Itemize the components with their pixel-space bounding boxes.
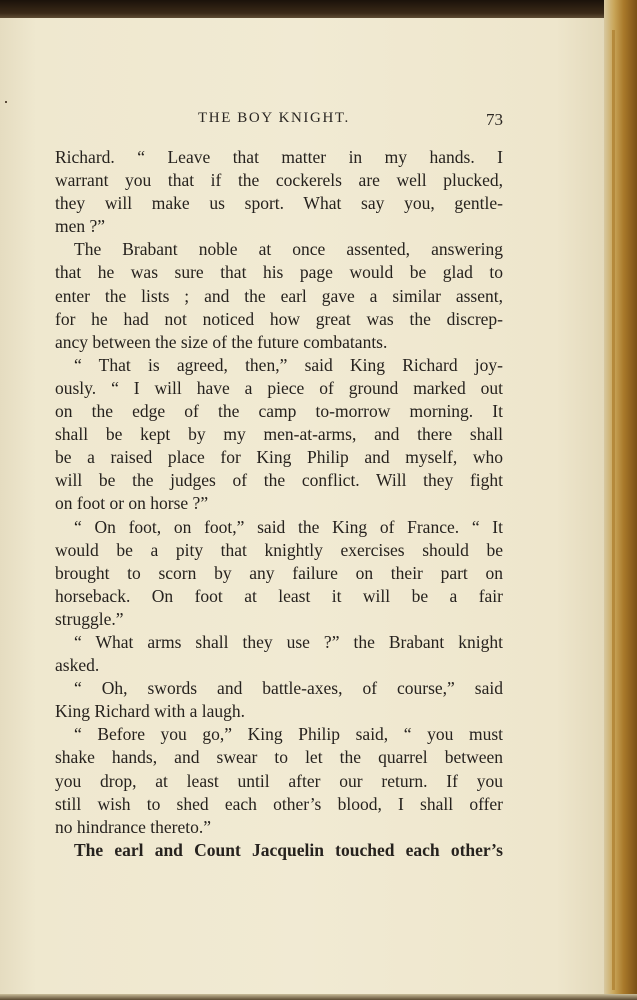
book-bottom-edge [0,994,637,1000]
text-line: on foot or on horse ?” [55,493,209,514]
running-title: THE BOY KNIGHT. [198,110,350,126]
text-line: ancy between the size of the future combatants. [55,331,388,352]
text-line: “ What arms shall they use ?” the Brabant knight [74,631,503,652]
text-line: struggle.” [55,608,124,629]
text-line: ously. “ I will have a piece of ground marked out [55,377,503,398]
text-line: “ Oh, swords and battle-axes, of course,” said [74,678,503,699]
text-line: no hindrance thereto.” [55,816,211,837]
text-line: for he had not noticed how great was the discrep- [55,308,503,329]
text-line: horseback. On foot at least it will be a fair [55,585,503,606]
text-line: King Richard with a laugh. [55,701,246,722]
ink-speck [5,101,7,103]
text-line: will be the judges of the conflict. Will they fight [55,470,503,491]
text-line: men ?” [55,216,106,237]
gutter-fold [612,30,615,990]
text-line: “ On foot, on foot,” said the King of France. “ It [74,516,503,537]
text-line: shake hands, and swear to let the quarrel between [55,747,503,768]
text-line: brought to scorn by any failure on their part on [55,562,503,583]
text-line: “ That is agreed, then,” said King Richard joy- [74,354,503,375]
text-line: The earl and Count Jacquelin touched each other’s [74,839,503,860]
text-line: asked. [55,655,100,676]
book-gutter [604,0,637,1000]
text-line: “ Before you go,” King Philip said, “ you must [74,724,503,745]
page-number: 73 [486,110,503,129]
text-line: warrant you that if the cockerels are well plucked, [55,170,503,191]
text-line: on the edge of the camp to-morrow morning. It [55,401,503,422]
text-line: shall be kept by my men-at-arms, and there shall [55,424,503,445]
text-line: be a raised place for King Philip and myself, who [55,447,503,468]
text-line: still wish to shed each other’s blood, I shall offer [55,793,503,814]
text-line: would be a pity that knightly exercises should be [55,539,503,560]
text-line: The Brabant noble at once assented, answering [74,239,503,260]
running-header [55,110,503,132]
text-line: enter the lists ; and the earl gave a similar assent, [55,285,503,306]
text-line: they will make us sport. What say you, gentle- [55,193,503,214]
text-line: you drop, at least until after our return. If you [55,770,503,791]
body-text [55,146,503,862]
text-line: Richard. “ Leave that matter in my hands. I [55,147,503,167]
text-line: that he was sure that his page would be glad to [55,262,503,283]
